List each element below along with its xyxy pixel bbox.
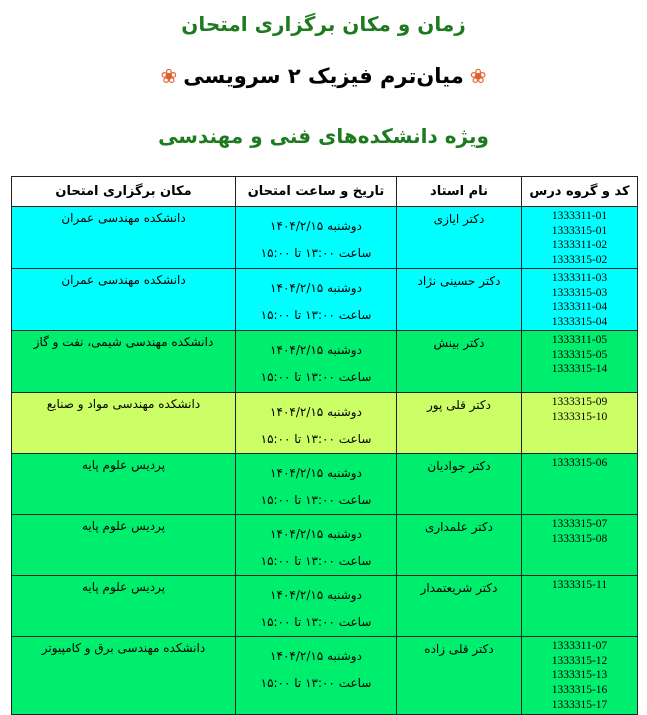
professor-cell xyxy=(397,331,522,393)
exam-place-cell xyxy=(12,207,236,269)
table-row xyxy=(12,454,638,515)
table-row xyxy=(12,269,638,331)
professor-cell xyxy=(397,637,522,715)
exam-date: دوشنبه ۱۴۰۴/۲/۱۵ xyxy=(270,281,362,295)
exam-time: ساعت ۱۳:۰۰ تا ۱۵:۰۰ xyxy=(260,615,372,629)
course-code: 1333311-01 xyxy=(551,210,608,222)
course-codes-cell xyxy=(522,454,638,515)
table-row xyxy=(12,515,638,576)
header-place: مکان برگزاری امتحان xyxy=(12,177,236,207)
course-code: 1333311-07 xyxy=(551,640,608,652)
course-code: 1333311-03 xyxy=(551,272,608,284)
exam-place-cell xyxy=(12,515,236,576)
course-code: 1333315-17 xyxy=(551,698,608,711)
exam-time: ساعت ۱۳:۰۰ تا ۱۵:۰۰ xyxy=(260,308,372,322)
exam-time: ساعت ۱۳:۰۰ تا ۱۵:۰۰ xyxy=(260,554,372,568)
professor-name: دکتر قلی زاده xyxy=(424,642,494,656)
exam-date: دوشنبه ۱۴۰۴/۲/۱۵ xyxy=(270,527,362,541)
course-codes-cell xyxy=(522,576,638,637)
professor-cell xyxy=(397,454,522,515)
exam-place-cell xyxy=(12,269,236,331)
exam-date: دوشنبه ۱۴۰۴/۲/۱۵ xyxy=(270,343,362,357)
course-codes-cell xyxy=(522,393,638,454)
exam-time: ساعت ۱۳:۰۰ تا ۱۵:۰۰ xyxy=(260,246,372,260)
professor-cell xyxy=(397,515,522,576)
flower-ornament-icon: ❀ xyxy=(160,64,178,88)
professor-cell xyxy=(397,393,522,454)
exam-place: دانشکده مهندسی عمران xyxy=(61,211,186,225)
exam-time: ساعت ۱۳:۰۰ تا ۱۵:۰۰ xyxy=(260,370,372,384)
professor-cell xyxy=(397,269,522,331)
exam-place-cell xyxy=(12,454,236,515)
exam-place: پردیس علوم پایه xyxy=(81,519,166,533)
course-code: 1333315-06 xyxy=(551,457,608,469)
professor-cell xyxy=(397,207,522,269)
exam-place: دانشکده مهندسی شیمی، نفت و گاز xyxy=(33,335,214,349)
header-professor: نام استاد xyxy=(397,177,522,207)
exam-datetime-cell xyxy=(236,207,397,269)
course-code: 1333315-02 xyxy=(551,254,608,267)
exam-time: ساعت ۱۳:۰۰ تا ۱۵:۰۰ xyxy=(260,493,372,507)
exam-date: دوشنبه ۱۴۰۴/۲/۱۵ xyxy=(270,649,362,663)
course-code: 1333315-04 xyxy=(551,316,608,329)
course-code: 1333315-10 xyxy=(551,410,608,423)
course-codes-cell xyxy=(522,331,638,393)
flower-ornament-icon: ❀ xyxy=(469,64,487,88)
course-code: 1333315-12 xyxy=(551,654,608,667)
course-code: 1333315-07 xyxy=(551,518,608,530)
exam-place-cell xyxy=(12,393,236,454)
page-title: زمان و مکان برگزاری امتحان xyxy=(181,12,466,36)
course-codes-cell xyxy=(522,207,638,269)
exam-place-cell xyxy=(12,331,236,393)
exam-datetime-cell xyxy=(236,454,397,515)
faculties-subtitle: ویژه دانشکده‌های فنی و مهندسی xyxy=(158,124,489,148)
table-header-row xyxy=(12,177,638,207)
exam-date: دوشنبه ۱۴۰۴/۲/۱۵ xyxy=(270,588,362,602)
exam-datetime-cell xyxy=(236,331,397,393)
exam-datetime-cell xyxy=(236,269,397,331)
table-row xyxy=(12,207,638,269)
header-code: کد و گروه درس xyxy=(522,177,638,207)
exam-place: پردیس علوم پایه xyxy=(81,458,166,472)
course-code: 1333315-05 xyxy=(551,348,608,361)
course-code: 1333311-04 xyxy=(551,301,608,314)
course-code: 1333315-13 xyxy=(551,669,608,682)
professor-name: دکتر ایازی xyxy=(433,212,485,226)
professor-name: دکتر جوادیان xyxy=(427,459,491,473)
exam-place-cell xyxy=(12,576,236,637)
exam-datetime-cell xyxy=(236,576,397,637)
exam-schedule-table xyxy=(11,176,638,715)
exam-date: دوشنبه ۱۴۰۴/۲/۱۵ xyxy=(270,405,362,419)
course-code: 1333315-03 xyxy=(551,286,608,299)
course-code: 1333315-11 xyxy=(551,579,608,591)
course-codes-cell xyxy=(522,269,638,331)
course-code: 1333315-08 xyxy=(551,532,608,545)
table-row xyxy=(12,331,638,393)
professor-name: دکتر علمداری xyxy=(424,520,493,534)
course-code: 1333315-01 xyxy=(551,224,608,237)
professor-name: دکتر حسینی نژاد xyxy=(417,274,501,288)
course-title-text: میان‌ترم فیزیک ۲ سرویسی xyxy=(183,64,464,88)
professor-name: دکتر شریعتمدار xyxy=(420,581,498,595)
course-code: 1333315-09 xyxy=(551,396,608,408)
exam-time: ساعت ۱۳:۰۰ تا ۱۵:۰۰ xyxy=(260,676,372,690)
exam-date: دوشنبه ۱۴۰۴/۲/۱۵ xyxy=(270,466,362,480)
exam-date: دوشنبه ۱۴۰۴/۲/۱۵ xyxy=(270,219,362,233)
table-row xyxy=(12,637,638,715)
table-row xyxy=(12,576,638,637)
course-codes-cell xyxy=(522,515,638,576)
exam-datetime-cell xyxy=(236,637,397,715)
exam-time: ساعت ۱۳:۰۰ تا ۱۵:۰۰ xyxy=(260,432,372,446)
course-code: 1333315-14 xyxy=(551,363,608,376)
professor-name: دکتر قلی پور xyxy=(427,398,491,412)
professor-name: دکتر بینش xyxy=(433,336,485,350)
exam-place: دانشکده مهندسی مواد و صنایع xyxy=(46,397,201,411)
course-codes-cell xyxy=(522,637,638,715)
exam-datetime-cell xyxy=(236,393,397,454)
course-code: 1333311-05 xyxy=(551,334,608,346)
exam-datetime-cell xyxy=(236,515,397,576)
professor-cell xyxy=(397,576,522,637)
course-title xyxy=(0,64,647,88)
exam-place: پردیس علوم پایه xyxy=(81,580,166,594)
course-code: 1333311-02 xyxy=(551,239,608,252)
header-datetime: تاریخ و ساعت امتحان xyxy=(236,177,397,207)
exam-place-cell xyxy=(12,637,236,715)
exam-place: دانشکده مهندسی عمران xyxy=(61,273,186,287)
exam-place: دانشکده مهندسی برق و کامپیوتر xyxy=(41,641,206,655)
course-code: 1333315-16 xyxy=(551,684,608,697)
table-row xyxy=(12,393,638,454)
